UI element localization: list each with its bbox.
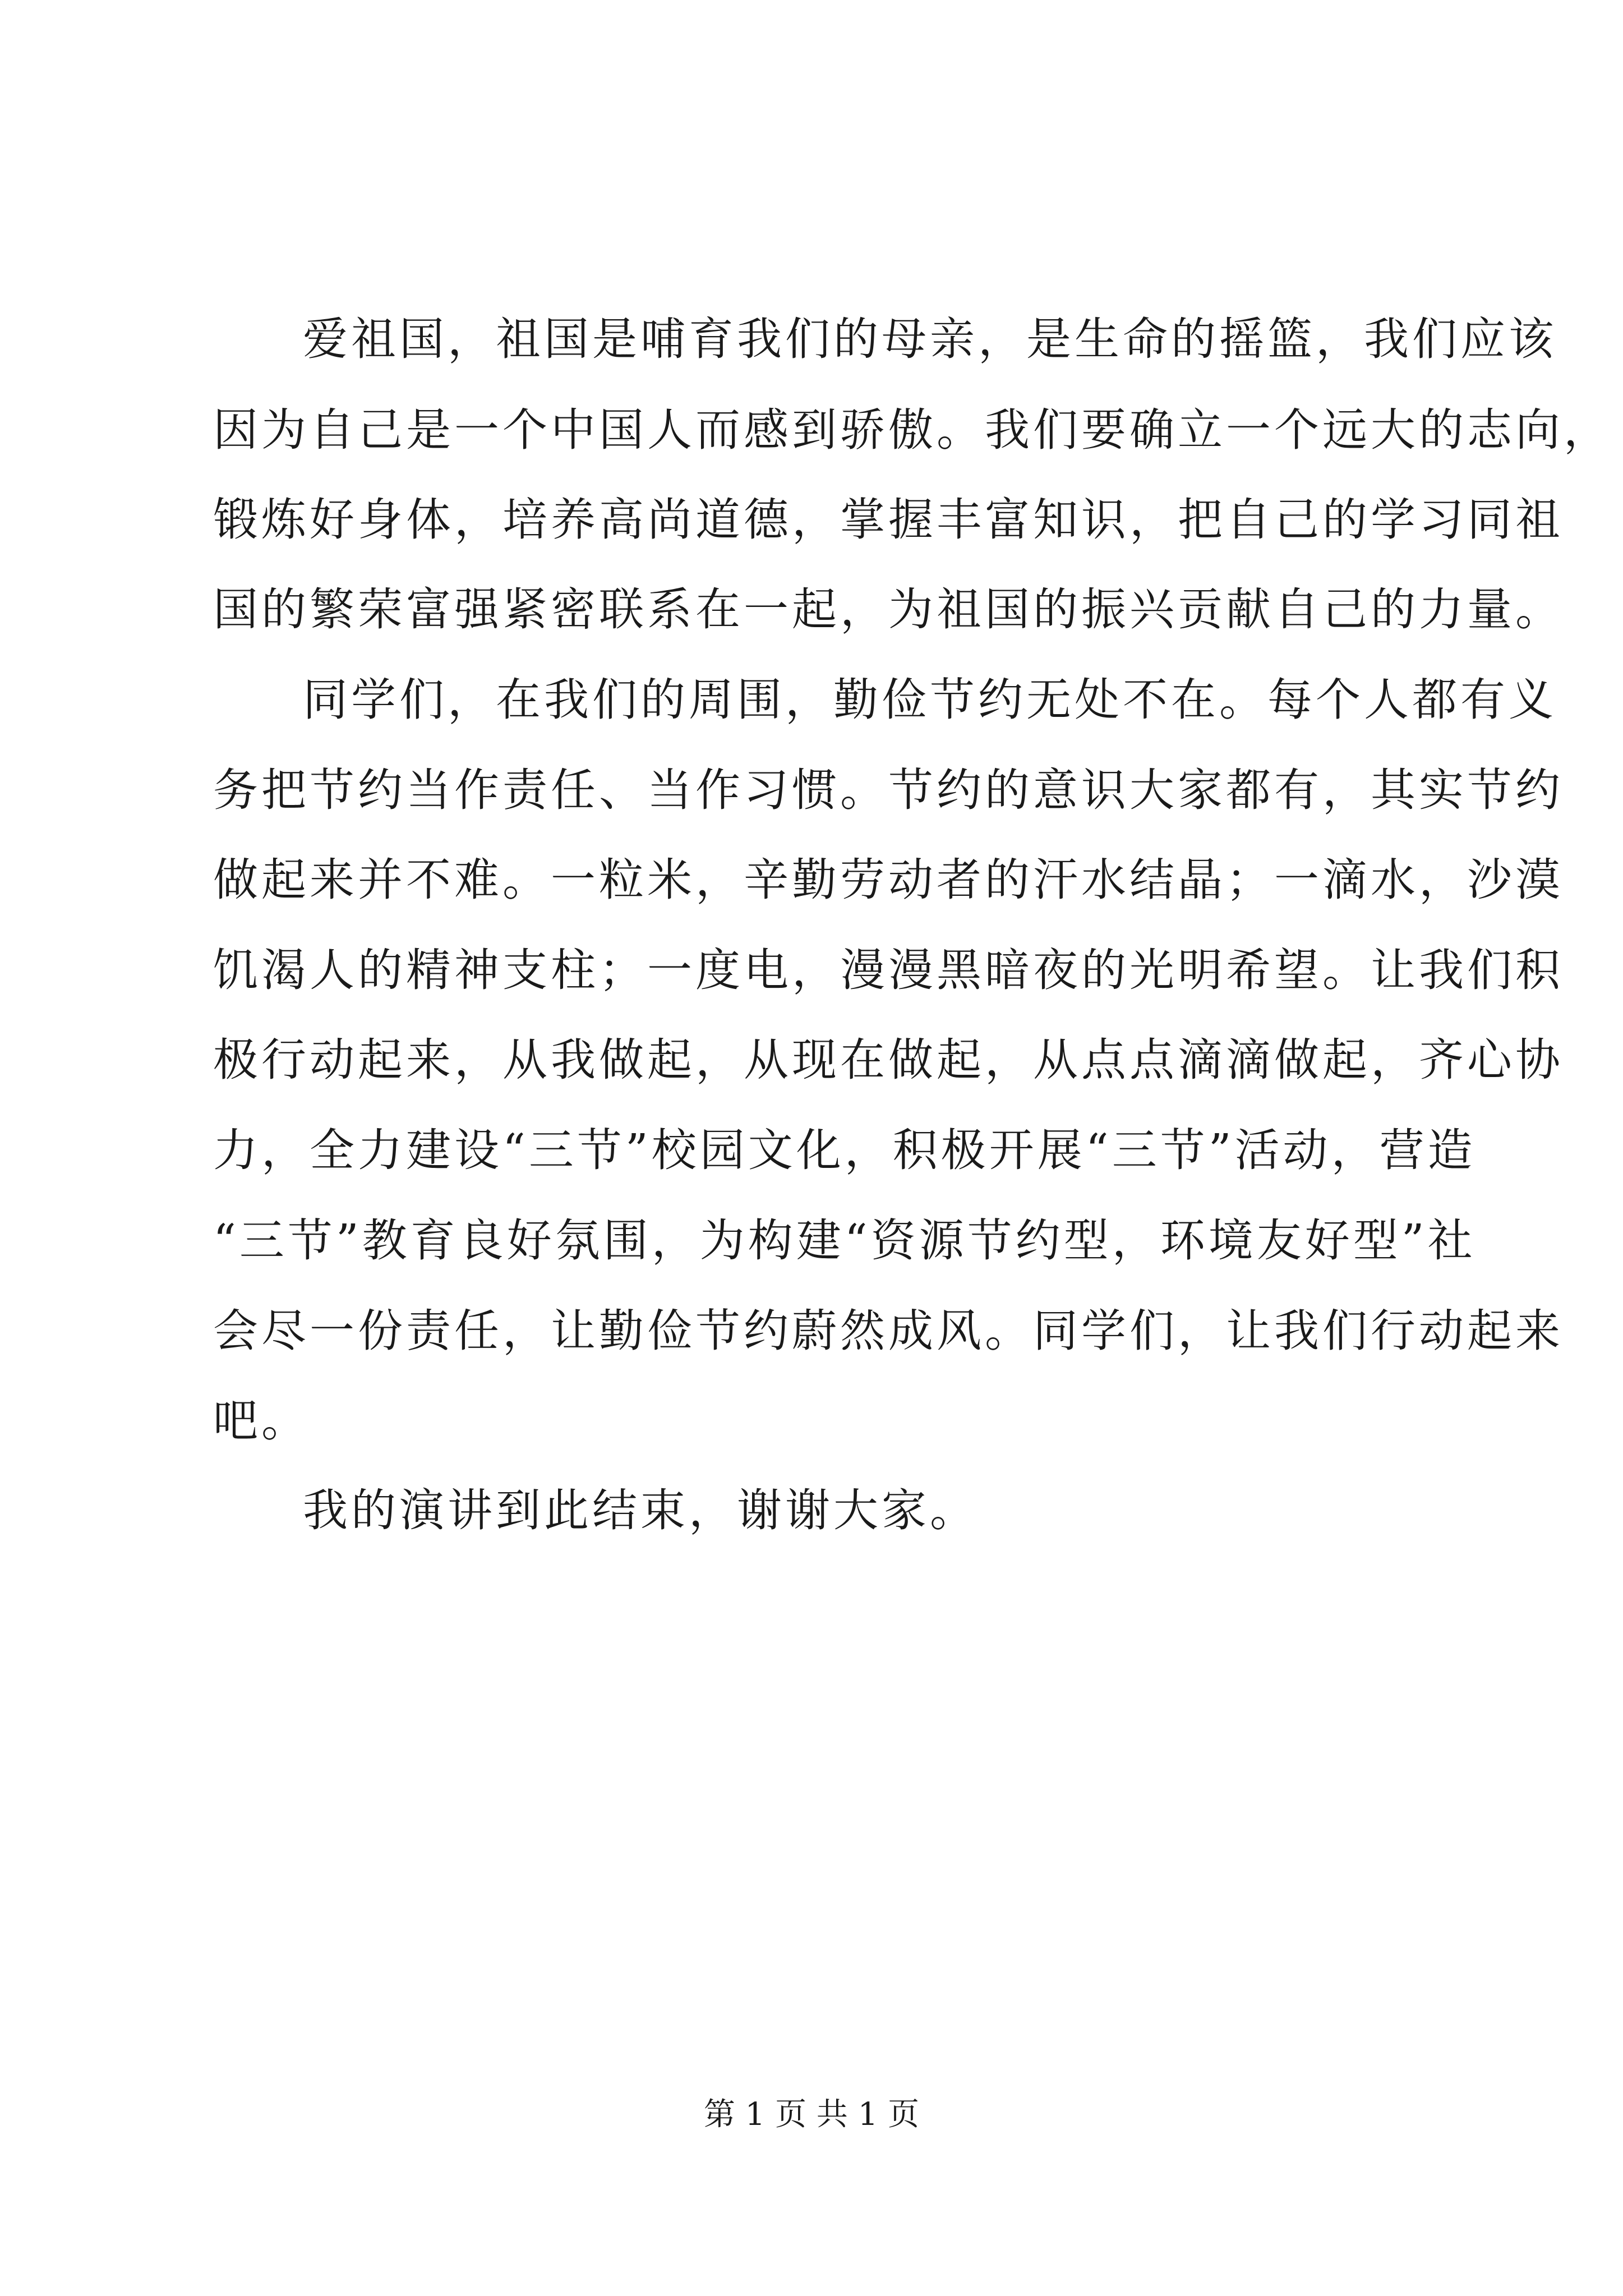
paragraph-line: 国的繁荣富强紧密联系在一起，为祖国的振兴贡献自己的力量。 bbox=[213, 583, 1564, 636]
paragraph-line: 力，全力建设“三节”校园文化，积极开展“三节”活动，营造 bbox=[213, 1124, 1476, 1176]
paragraph-line: 同学们，在我们的周围，勤俭节约无处不在。每个人都有义 bbox=[303, 674, 1557, 726]
paragraph-line: 极行动起来，从我做起，从现在做起，从点点滴滴做起，齐心协 bbox=[213, 1034, 1564, 1086]
paragraph-line: 饥渴人的精神支柱；一度电，漫漫黑暗夜的光明希望。让我们积 bbox=[213, 944, 1564, 996]
paragraph-line: “三节”教育良好氛围，为构建“资源节约型，环境友好型”社 bbox=[213, 1214, 1476, 1267]
paragraph-line: 吧。 bbox=[213, 1395, 310, 1447]
paragraph-line: 做起来并不难。一粒米，辛勤劳动者的汗水结晶；一滴水，沙漠 bbox=[213, 854, 1564, 906]
paragraph-line: 爱祖国，祖国是哺育我们的母亲，是生命的摇篮，我们应该 bbox=[303, 313, 1557, 365]
paragraph-line: 我的演讲到此结束，谢谢大家。 bbox=[303, 1484, 978, 1536]
paragraph-line: 因为自己是一个中国人而感到骄傲。我们要确立一个远大的志向， bbox=[213, 404, 1612, 456]
paragraph-line: 务把节约当作责任、当作习惯。节约的意识大家都有，其实节约 bbox=[213, 764, 1564, 816]
page-number-footer: 第 1 页 共 1 页 bbox=[703, 2096, 920, 2133]
paragraph-line: 会尽一份责任，让勤俭节约蔚然成风。同学们，让我们行动起来 bbox=[213, 1305, 1564, 1357]
paragraph-line: 锻炼好身体，培养高尚道德，掌握丰富知识，把自己的学习同祖 bbox=[213, 494, 1564, 546]
